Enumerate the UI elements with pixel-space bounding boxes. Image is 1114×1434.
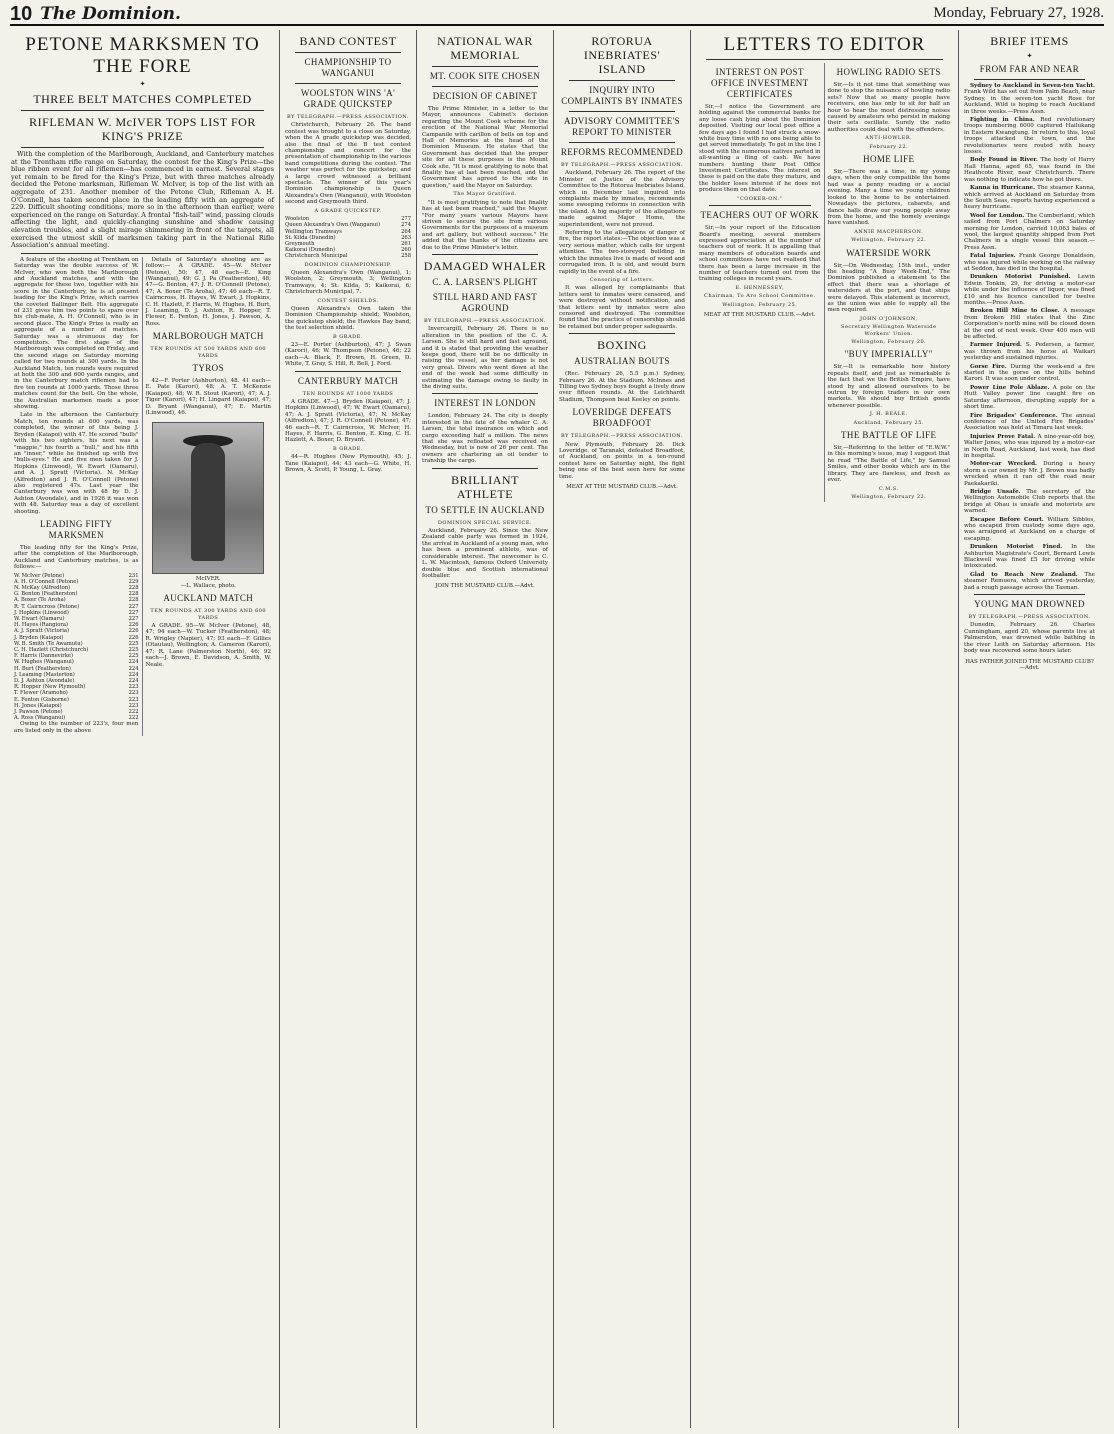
rifle-subcolumn-left [11,257,143,737]
heading-waterside-work: WATERSIDE WORK [846,247,932,258]
item-score: 227 [128,616,139,623]
athlete-body: Auckland, February 26. Since the New Zealand cable party was formed in 1924, the arrival in Auckland of a young man, who has been a prominent athlete, was of considerable interest. The newcomer is C. L. W. Macintosh, famous Oxford University double blue and Scottish international footballer. [422,528,548,579]
heading-marlborough-match: MARLBOROUGH MATCH [152,331,264,342]
brief-item [964,385,1095,411]
heading-teachers: TEACHERS OUT OF WORK [700,210,819,221]
item-score: 261 [401,240,411,247]
heading-dominion-championship: DOMINION CHAMPIONSHIP. [304,261,392,268]
brief-item-body: In the Ashburton Magistrate's Court, Bernard Lewis Blackwell was fined £5 for driving while intoxicated. [964,544,1095,570]
heading-leading-fifty: LEADING FIFTY MARKSMEN [40,518,113,540]
loveridge-body: New Plymouth, February 26. Dick Loveridge, of Taranaki, defeated Broadfoot, of Auckland, on points in a ten-round contest here on Saturday night, the fight being one of the best seen here for some time. [559,441,685,480]
item-score: 226 [128,622,139,629]
item-name: R. Hopper (New Plymouth) [14,684,86,691]
item-score: 225 [128,653,139,660]
letter-signature: ANTI-HOWLER. [865,135,913,142]
divider [432,393,538,394]
item-score: 224 [128,665,139,672]
letter-date: Wellington, February 25. [722,301,798,308]
censoring-body: It was alleged by complainants that letters sent to inmates were censored, and were destroyed without notification, and that letters sent by inmates were also censored and destroyed. The committee found that the practice of censorship should be retained but under proper safeguards. [559,285,685,330]
headline-boxing: BOXING [597,338,647,353]
divider [569,80,675,81]
canterbury-body: A GRADE. 47—J. Bryden (Kaiapoi), 47; J. Hopkins (Linwood), 47; W. Ewart (Oamaru), 47; A. J. Spratt (Victoria), 47; N. McKay (Alfredton), 47; J. R. O'Connell (Petone), 47; 46 each—R. T. Cairncross, W. McIver, H. Hayes, F. Harris, G. Benton, E. King, C. H. Hazlett, A. Boxer, D. Bryant. [285,399,411,444]
letters-subcolumn-left [696,63,825,502]
brief-item-heading: Sydney to Auckland in Seven-ten Yacht. [970,83,1095,89]
brief-item [964,489,1095,515]
heading-tyros: TYROS [192,363,224,373]
item-name: H. Hayes (Rangiora) [14,622,68,629]
brief-item [964,461,1095,487]
heading-buy-imperially: "BUY IMPERIALLY" [844,349,933,360]
heading-canterbury-b-grade: B GRADE. [333,445,363,452]
item-name: N. McKay (Alfredton) [14,585,71,591]
divider [21,110,264,111]
column-band-contest [280,30,417,1428]
item-name: G. Benton (Featherston) [14,591,78,598]
heading-interest-post-office: INTEREST ON POST OFFICE INVESTMENT CERTIFICATES [710,67,809,99]
leaders-list [14,573,139,722]
brief-item-heading: Farmer Injured. [970,342,1022,349]
brief-item [964,364,1095,383]
item-score: 223 [128,690,139,697]
columns [6,30,1108,1428]
brief-item-body: The annual conference of the United Fire Brigades' Association was held at Timaru last week. [964,412,1095,432]
brief-item [964,117,1095,155]
item-name: A. J. Spratt (Victoria) [14,628,69,635]
b-grade-body: 23—E. Porter (Ashburton), 47; J. Swan (Karori), 46; W. Thompson (Petone), 46; 22 each—A. Black, F. Brown, H. Green, D. White, T. Gray, S. Hill, R. Bell, J. Ford. [285,341,411,368]
item-score: 229 [128,578,139,585]
column-letters [691,30,959,1428]
divider [569,142,675,143]
letter-date: Wellington, February 22. [851,493,927,500]
heading-battle-of-life: THE BATTLE OF LIFE [841,430,937,441]
advert-line: MEAT AT THE MUSTARD CLUB.—Advt. [566,484,678,491]
brief-item-body: A message from Broken Hill states that the Zinc Corporation's north mine will be closed down at the end of next week. Over 400 men will be affected. [964,308,1095,341]
headline-young-man-drowned: YOUNG MAN DROWNED [974,599,1085,610]
letter-date: Auckland, February 25. [853,419,925,426]
headline-damaged-whaler: DAMAGED WHALER [423,258,547,273]
item-name: W. Hughes (Wanganui) [14,659,74,666]
letter-signature: "COOKER-ON." [737,195,783,202]
letter-signature: JOHN O'JOHNSON, [860,315,918,322]
brief-item [964,157,1095,183]
shields-body: Queen Alexandra's Own taken the Dominion Championship shield; Woolston, the quickstep shield; the Hawkes Bay band, the test selection shield. [285,305,411,332]
item-name: Queen Alexandra's Own (Wanganui) [285,222,380,229]
divider [569,333,675,334]
item-score: 224 [128,678,139,685]
letter-body: Sir,—Is it not time that something was done to stop the nuisance of howling radio sets? Now that so many people have receivers, one has only to sit for half an hour to hear the most distressing noises caused by amateurs who persist in making their sets oscillate. Surely the radio authorities could deal with the offenders. [827,82,950,133]
headline-letters: LETTERS TO EDITOR [723,34,926,55]
heading-mayor-gratified: The Mayor Gratified. [453,191,517,198]
brief-item [964,253,1095,272]
brief-item-heading: Power Line Pole Ablaze. [970,384,1050,391]
list-item [285,253,411,259]
dominion-body: Queen Alexandra's Own (Wanganui), 1; Woolston, 2; Greymouth, 3; Wellington Tramways, 4; St. Kilda, 5; Kaikorai, 6; Christchurch Municipal, 7. [285,269,411,296]
column-war-memorial [417,30,554,1428]
whaler-body: Invercargill, February 26. There is no alteration in the position of the C. A. Larsen. She is still hard and fast aground, and it is stated that providing the weather keeps good, there will be no difficulty in raising the vessel, as her damage is not very great. Divers who went down at the end of the week had some difficulty in estimating the damage owing to faulty in the diving suits. [422,326,548,390]
article-body: Late in the afternoon the Canterbury Match, ten rounds at 600 yards, was completed, the winner of this being J. Bryden (Kaiapoi) with 47. He scored "bulls" with his two sighters, his next was a "magpie," his fourth a "bull," and his fifth an "inner," while he finished up with five "bulls-eyes." He and five men taken for J. Hopkins (Linwood), W. Ewart (Oamaru), and A. J. Spratt (Victoria). N. McKay (Alfredton) and J. R. O'Connell (Petone) also registered 47s. Last year the Canterbury was won with 48 by D. J. Ashton (Avondale), and in 1926 it was won with 48. Saturday was a day of excellent shooting. [14,412,139,515]
letter-signature: J. H. BEALE. [869,411,908,418]
brief-item [964,572,1095,591]
letter-date: Wellington, February 22. [851,237,927,244]
divider [432,86,538,87]
item-name: A. H. O'Connell (Petone) [14,578,79,585]
item-score: 224 [128,659,139,666]
item-score: 226 [128,634,139,641]
letter-body: Sir,—On Wednesday, 15th inst., under the heading "A Busy Week-End," The Dominion published a statement to the effect that there was a shortage of watersiders at the port, and that ships were delayed. This statement is incorrect, as the union was able to supply all the men required. [827,262,950,314]
item-name: R. T. Cairncross (Petone) [14,603,80,610]
brief-item-heading: Fighting in China. [970,117,1035,124]
letter-body: Sir,—In your report of the Education Board's meeting, several members expressed appreciation at the number of teachers out of work. It is appalling that many members of education boards and school committees have not realised that there has been a large increase in the number of teachers turned out from the training colleges in recent years. [699,225,821,283]
photo-credit: —L. Wallace, photo. [180,582,236,589]
column-brief-items [959,30,1100,1428]
item-score: 228 [128,597,139,604]
paper-title: The Dominion. [40,4,181,24]
article-body: Christchurch, February 26. The band contest was brought to a close on Saturday, when the A grade quickstep was decided, also the final of the B test contest championship and concert for the presentation of championship in the various band competitions during the contest. The weather was perfect for the quickstep, and a large crowd witnessed a brilliant spectacle. The winner of this year's Dominion championship is Queen Alexandra's Own (Wanganui), with Woolston second and Greymouth third. [285,122,411,206]
letters-subcolumn-right [825,63,954,502]
letter-signature: ANNIE MACPHERSON. [854,228,924,235]
letter-body: Sir,—It is remarkable how history repeats itself, and just as remarkable is the fact that we the British Empire, have stood by and allowed ourselves to be outrun by foreign traders in our own markets. We should buy British goods whenever possible. [827,364,950,409]
brief-item-heading: Escapee Before Court. [970,516,1044,523]
issue-date: Monday, February 27, 1928. [933,5,1104,21]
item-name: H. Burt (Featherston) [14,665,71,672]
brief-item-heading: Drunken Motorist Punished. [970,274,1071,281]
divider [569,111,675,112]
heading-b-grade: B GRADE. [333,333,363,340]
brief-item [964,544,1095,570]
brief-item-body: The Cumberland, which sailed from Port Chalmers on Saturday morning for London, carried 10,063 bales of wool, the largest quantity shipped from Port Chalmers in a single vessel this season.—Press Assn. [964,212,1095,251]
item-name: C. H. Hazlett (Christchurch) [14,647,89,654]
brief-item-heading: Kanna in Hurricane. [970,185,1036,192]
divider [432,254,538,255]
heading-home-life: HOME LIFE [863,154,915,165]
subhead-woolston: WOOLSTON WINS 'A' GRADE QUICKSTEP [300,88,396,109]
brief-item-body: The steamer Remuera, which arrived yesterday, had a rough passage across the Tasman. [964,571,1095,591]
article-body: Auckland, February 26. The report of the Minister of Justice of the Advisory Committee to the Rotorua Inebriates Island, which in December last inquired into complaints made by inmates, recommends some sweeping reforms in connection with the island. A big majority of the allegations made against Major Home, the superintendent, were not proved. [559,170,685,228]
byline: BY TELEGRAPH.—PRESS ASSOCIATION. [561,162,683,168]
subhead-cabinet: DECISION OF CABINET [432,91,538,101]
brief-item-body: Frank Wild has set out from Palm Beach, near Sydney, in the seven-ton yacht Rose for Auckland. Wild is hoping to reach Auckland in three weeks.—Press Assn. [964,89,1095,115]
brief-item-body: Frank George Donaldson, who was injured while working on the railway at Seddon, has died in the hospital. [964,253,1095,272]
advert-line: JOIN THE MUSTARD CLUB.—Advt. [435,583,535,590]
brief-item [964,342,1095,361]
brief-item-body: William Sibbles, who escaped from custody some days ago, was arraigned at Auckland on a charge of escaping. [964,516,1096,542]
advert-line: MEAT AT THE MUSTARD CLUB.—Advt. [703,311,816,318]
heading-loveridge: LOVERIDGE DEFEATS BROADFOOT [572,407,672,429]
subhead-committee: ADVISORY COMMITTEE'S REPORT TO MINISTER [563,116,681,137]
mayor-body: "It is most gratifying to note that finality has at last been reached," said the Mayor. "For many years various Mayors have striven to secure the site from various Governments for the purposes of a museum and art gallery, but without success." He added that the thanks of the citizens are due to the Prime Minister's letter. [422,199,548,251]
letter-signature: C.M.S. [878,485,899,492]
heading-censoring: Censoring of Letters. [589,276,655,283]
byline: BY TELEGRAPH.—PRESS ASSOCIATION. [287,114,409,120]
divider [21,253,264,254]
brief-item-body: Lewin Edwin Tonkin, 29, for driving a motor-car while under the influence of liquor, was fined £10 and his licence cancelled for twelve months.—Press Assn. [964,274,1095,306]
item-score: 223 [128,702,139,709]
headline-rotorua: ROTORUA INEBRIATES' ISLAND [583,34,661,76]
brief-item [964,308,1095,340]
marlborough-subtitle: TEN ROUNDS AT 500 YARDS AND 600 YARDS [150,346,267,359]
item-score: 222 [128,715,139,722]
leaders-intro: The leading fifty for the King's Prize, after the completion of the Marlborough, Auckland and Canterbury matches, is as follows:— [14,544,139,571]
tyros-body: 42—F. Porter (Ashburton), 48. 41 each—E. Pate (Karori), 48; A. T. McKenzie (Kaiapoi), 48; W. R. Stout (Karori), 47; A. J. Tiger (Karori), 47; H. Lingard (Kaiapoi), 47; D. Bryant (Wanganui), 47; E. Martin (Linwood), 46. [145,378,271,417]
brief-item-body: The body of Harry Hall Hanna, aged 65, was found in the Heathcote River, near Christchurch. There was nothing to indicate how he got there. [964,157,1096,183]
divider [706,59,943,60]
article-body: The Prime Minister, in a letter to the Mayor, announces Cabinet's decision regarding the Mount Cook scheme for the erection of the National War Memorial Campanile with carillon of bells on top and Hall of Memories at the head of the Dominion Museum. He states that the Government has decided that the proper site for all these purposes is the Mount Cook site. "It is most gratifying to note that finality has at last been reached, and the Government has agreed to the site in question," said the Mayor on Saturday. [422,106,548,189]
letter-date: Wellington, February 20. [851,339,927,345]
heading-a-grade-quickstep: A GRADE QUICKSTEP. [314,207,382,214]
masthead-left [10,4,181,24]
heading-canterbury-match: CANTERBURY MATCH [297,375,399,386]
byline: BY TELEGRAPH.—PRESS ASSOCIATION. [424,317,546,324]
letter-body: Sir,—There was a time, in my young days, when the only compatible the home had was a penny reading or a social evening. Many a time we young children looked to the home to be entertained. Nowadays the pictures, cabarets, and dance halls draw our young people away from the home, and the homely evenings have vanished. [827,169,950,227]
divider [709,205,811,206]
subhead-belt-matches: THREE BELT MATCHES COMPLETED [33,92,252,106]
item-name: J. Pawson (Petone) [14,709,63,716]
heading-howling-radio: HOWLING RADIO SETS [836,67,941,77]
subhead-mt-cook: MT. COOK SITE CHOSEN [429,71,541,81]
divider [295,52,401,53]
item-score: 260 [401,247,411,254]
item-score: 227 [128,603,139,610]
item-name: Greymouth [285,240,315,247]
brief-item-heading: Bridge Unsafe. [970,488,1021,495]
item-score: 228 [128,591,139,598]
item-name: Kaikorai (Dunedin) [285,247,336,254]
canterbury-b-body: 44—R. Hughes (New Plymouth), 45; J. Tane (Kaiapoi), 44; 43 each—G. White, H. Brown, A. Scott, P. Young, L. Gray. [285,454,411,474]
advert-line: HAS FATHER JOINED THE MUSTARD CLUB?—Advt. [965,658,1094,671]
brief-item-body: A pole on the Hutt Valley power line caught fire on Saturday afternoon, disrupting supply for a short time. [964,384,1096,411]
subhead-settle-auckland: TO SETTLE IN AUCKLAND [425,504,545,515]
brief-item-heading: Injuries Prove Fatal. [970,433,1036,440]
page-number: 10 [10,3,33,25]
divider [21,147,264,148]
rifle-subcolumn-right [143,257,275,737]
subhead-larsen: C. A. LARSEN'S PLIGHT [432,276,538,287]
heading-contest-shields: CONTEST SHIELDS. [317,297,379,304]
item-name: E. Fenton (Gisborne) [14,696,69,703]
item-name: Woolston [285,216,310,223]
details-text: Details of Saturday's shooting are as follow:— A GRADE. 45—W. McIver (Petone), 50; 47, 48 each—E. King (Wanganui), 49; G. J. Pa (Featherston), 48; 47—G. Benton, 47; J. R. O'Connell (Petone), 47; A. Boxer (Te Aroha), 47; 46 each—R. T. Cairncross, H. Hayes, W. Ewart, J. Hopkins, C. H. Hazlett, F. Harris, W. Hughes, H. Burt, J. Leaming, D. J. Ashton, R. Hopper, T. Flewer, E. Fenton, H. Jones, J. Pawson, A. Ross. [145,256,271,327]
brief-item [964,434,1095,460]
lead-paragraph: With the completion of the Marlborough, Auckland, and Canterbury matches at the Trentham rifle range on Saturday, the contest for the King's Prize—the blue ribbon event for all riflemen—has commenced in earnest. Several stages yet remain to be fired for the King's Prize, but with three matches already decided the Petone marksman, Rifleman W. McIver, is top of the list with an aggregate of 231. Another member of the Petone Club, Rifleman A. H. O'Connell, has taken second place in the leading fifty with an aggregate of 229. Difficult shooting conditions, more so in the afternoon than earlier, were experienced on the range on Saturday. A frontal "fish-tail" wind, passing clouds affecting the light, and quickly-changing sunshine and shadow causing elevation troubles, and a slight mirage shimmering in front of the targets, all exercised the utmost skill of marksmen taking part in the National Rifle Association's annual meeting. [11,150,274,250]
byline: BY TELEGRAPH.—PRESS ASSOCIATION. [968,614,1091,621]
portrait-photo [152,422,264,574]
brief-item-body: S. Pedersen, a farmer, was thrown from his horse at Waikari yesterday and sustained injuries. [964,342,1096,362]
headline-war-memorial: NATIONAL WAR MEMORIAL [437,34,533,62]
letters-subcolumns [696,63,953,502]
byline: DOMINION SPECIAL SERVICE. [437,519,533,526]
item-score: 264 [401,228,411,235]
item-score: 224 [128,671,139,678]
column-rotorua [554,30,691,1428]
photo-caption: McIVER. [195,576,221,583]
letter-signature: E. HENNESSEY, [735,284,784,291]
brief-item-heading: Body Found in River. [970,157,1038,164]
byline: BY TELEGRAPH.—PRESS ASSOCIATION. [561,433,683,440]
headline-brilliant-athlete: BRILLIANT ATHLETE [451,472,519,501]
brief-item [964,185,1095,211]
brief-items-list [964,83,1095,591]
subhead-australian-bouts: AUSTRALIAN BOUTS [574,356,670,367]
divider [432,66,538,67]
brief-item [964,274,1095,306]
brief-item [964,517,1095,543]
divider [974,79,1085,80]
item-name: J. Bryden (Kaiapoi) [14,634,64,641]
item-name: A. Ross (Wanganui) [14,715,66,722]
ornament-divider: ✦ [1026,52,1033,60]
letter-date: February 22. [869,143,909,150]
article-body: Referring to the allegations of danger of fire, the report states:—The objection was a very serious matter, which calls for urgent attention. The two-storeyed building in which the inmates live is made of wood and corrugated iron. It is old, and would burn rapidly in the event of a fire. [559,230,685,275]
brief-item-body: The secretary of the Wellington Automobile Club reports that the bridge at Ohau is unsafe and motorists are warned. [964,488,1095,515]
headline-brief-items: BRIEF ITEMS [990,34,1069,48]
item-name: A. Boxer (Te Aroha) [14,597,66,604]
brief-item-heading: Motor-car Wrecked. [970,461,1038,468]
divider [295,83,401,84]
item-score: 231 [128,572,139,579]
auckland-body: A GRADE. 95—W. McIver (Petone), 48, 47; 94 each—W. Tucker (Featherston), 48; R. Wrigley (Napier), 47; 93 each—F. Gillies (Otautau), Wellington; A. Cameron (Karori), 47; R. Lane (Palmerston North), 46; 92 each—J. Brown, E. Davidson, A. Smith, W. Neale. [145,623,271,668]
headline-band-contest: BAND CONTEST [299,34,397,48]
item-score: 225 [128,640,139,647]
subhead-mciver: RIFLEMAN W. McIVER TOPS LIST FOR KING'S PRIZE [29,115,256,143]
brief-item-heading: Drunken Motorist Fined. [970,544,1063,551]
divider [432,468,538,469]
brief-item [964,413,1095,432]
brief-item-body: A nine-year-old boy, Walter Jones, who was injured by a motor-car in North Road, Auckland, last week, has died in hospital. [964,433,1095,459]
quickstep-results [285,216,411,259]
auckland-subtitle: TEN ROUNDS AT 300 YARDS AND 600 YARDS [150,608,267,621]
item-score: 226 [128,628,139,635]
brief-item-heading: Wool for London. [970,212,1025,219]
divider [295,371,401,372]
masthead [10,0,1104,26]
subhead-reforms: REFORMS RECOMMENDED [560,147,684,157]
subhead-far-and-near: FROM FAR AND NEAR [979,64,1080,74]
article-body: A feature of the shooting at Trentham on Saturday was the double success of W. McIver, who won both the Marlborough and Auckland matches, and with the aggregate for these two, together with his score in the Canterbury, he is at present leading for the King's Prize, which carries the coveted Ballinger Belt. His aggregate of 231 gives him two points to spare over his club-mate, A. H. O'Connell, who is in second place. The King's Prize is really an aggregate of a number of matches. Saturday was a strenuous day for competitors. The first stage of the Marlborough was completed on Friday, and the second stage on Saturday morning called for two rounds at 300 yards. In the Auckland Match, ten rounds were required at both the 300 and 600 yards ranges, and in the Canterbury match riflemen had to fire ten rounds at 1000 yards. Those three matches count for the belt. On the whole, the Australian marksmen made a poor showing. [14,256,139,411]
column-rifle-shooting [6,30,280,1428]
item-score: 223 [128,696,139,703]
heading-interest-london: INTEREST IN LONDON [434,398,536,409]
ornament-divider: ✦ [139,80,146,88]
canterbury-subtitle: TEN ROUNDS AT 1000 YARDS [302,390,394,397]
item-score: 263 [401,234,411,241]
london-body: London, February 24. The city is deeply interested in the fate of the whaler C. A. Larsen, the total insurance on which and cargo exceeding half a million. The news that she was refloated was received on Wednesday, but is now of 26 per cent. The owners are chartering an oil tender to tranship the cargo. [422,413,548,465]
item-name: H. Jones (Kaiapoi) [14,702,62,709]
brief-item-body: The steamer Kanna, which arrived at Auckland on Saturday from the South Seas, reports having experienced a heavy hurricane. [964,185,1095,211]
rifle-subcolumns [11,257,274,737]
item-name: St. Kilda (Dunedin) [285,234,336,241]
brief-item-body: During the week-end a fire started in the gorse on the hills behind Karori. It was soon under control. [964,363,1095,383]
letter-body: Sir,—I notice the Government are holding against the commercial banks for any loose cash lying about the Dominion deposited. Visiting our local post office a few days ago I found I had struck a snow-white busy time with no one being able to get served immediately. To get in the line I stood with the numerous natives parted in all-wanting a fling of cash. We have numbers hunting their Post Office Investment Certificates. The interest on these is paid on the date they mature, and the holder loses interest if he does not produce them on that date. [699,104,821,194]
leaders-note: Owing to the number of 223's, four men are listed only in the above [14,721,139,734]
subhead-championship: CHAMPIONSHIP TO WANGANUI [304,57,392,78]
item-score: 222 [128,709,139,716]
heading-auckland-match: AUCKLAND MATCH [163,593,254,604]
letter-role: Secretary Wellington Waterside Workers' Union. [841,324,937,337]
letter-role: Chairman, To Aro School Committee. [704,293,816,300]
item-score: 277 [401,216,411,223]
item-score: 227 [128,609,139,616]
item-name: T. Flewer (Aramoho) [14,690,68,697]
item-score: 228 [128,585,139,591]
brief-item-heading: Fatal Injuries. [970,253,1016,260]
photo-figure-shape [191,443,225,561]
drowned-body: Dunedin, February 26. Charles Cunningham, aged 20, whose parents live at Palmerston, was drowned while bathing in the river Leith on Saturday afternoon. His body was recovered some hours later. [964,622,1095,655]
brief-item-heading: Gorse Fire. [970,363,1007,370]
item-score: 225 [128,647,139,654]
brief-item-heading: Glad to Reach New Zealand. [970,571,1078,578]
item-score: 274 [401,222,411,229]
item-name: J. Leaming (Masterton) [14,671,75,678]
brief-item-body: During a heavy storm a car owned by Mr. J. Brown was badly wrecked when it ran off the road near Paekakariki. [964,461,1096,487]
divider [974,594,1085,595]
item-name: J. Hopkins (Linwood) [14,609,69,616]
subhead-aground: STILL HARD AND FAST AGROUND [432,291,538,313]
item-name: Wellington Tramways [285,228,342,235]
letter-body: Sir,—Referring to the letter of "E.W.W." in this morning's issue, may I suggest that he read "The Battle of Life," by Samuel Smiles, and other books which are in the library. They are flawless, and fresh as ever. [827,445,950,484]
brief-item-body: Red revolutionary troops numbering 6000 captured Hailukang in Eastern Kwangtung. In return to this, loyal troops attacked the town, and the revolutionaries were routed with heavy losses. [964,117,1095,156]
subhead-inquiry: INQUIRY INTO COMPLAINTS BY INMATES [561,85,683,106]
item-name: W. Ewart (Oamaru) [14,616,65,623]
headline-petone-marksmen: PETONE MARKSMEN TO THE FORE [25,34,260,77]
brief-item-heading: Fire Brigades' Conference. [970,412,1058,419]
boxing-body: (Rec. February 26, 5.5 p.m.) Sydney, February 26. At the Stadium, McInnes and Tilling two Sydney boys fought a lively draw over fifteen rounds. At the Leichhardt Stadium, Thompson beat Keeley on points. [559,371,685,403]
brief-item [964,83,1095,115]
item-name: W. B. Smith (Te Awamutu) [14,640,83,647]
brief-item-heading: Broken Hill Mine to Close. [970,308,1060,315]
item-score: 223 [128,684,139,691]
item-name: D. J. Ashton (Avondale) [14,678,75,685]
item-score: 258 [401,253,411,260]
item-name: W. McIver (Petone) [14,572,65,579]
brief-item [964,213,1095,251]
item-name: Christchurch Municipal [285,253,348,260]
item-name: F. Harris (Dannevirke) [14,653,73,660]
